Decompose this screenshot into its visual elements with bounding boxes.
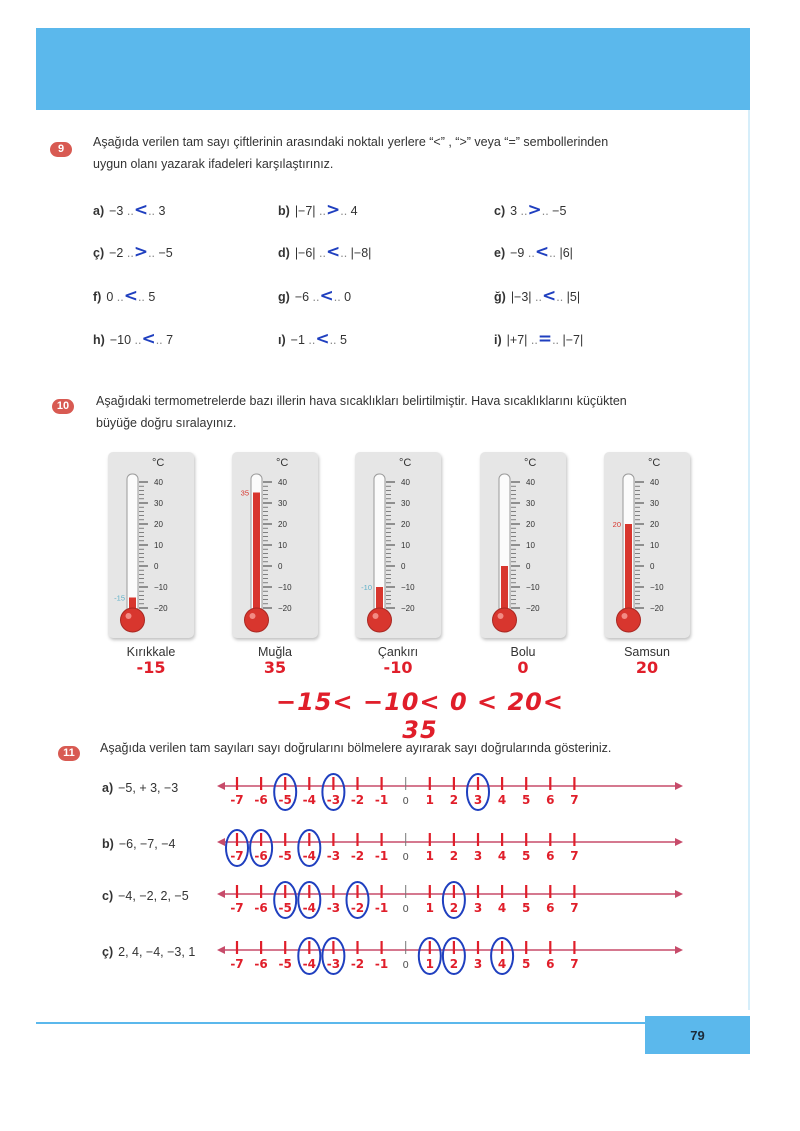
q9-item-label: e): [494, 246, 506, 260]
q9-dots: ..: [549, 246, 560, 260]
number-line-tick-label: -5: [278, 901, 292, 915]
q9-right-value: |−7|: [562, 333, 584, 347]
number-line: [215, 933, 685, 979]
number-line-tick-label: 7: [570, 849, 579, 863]
scale-label: −20: [154, 604, 168, 613]
scale-label: −10: [278, 583, 292, 592]
number-line-tick-label: -5: [278, 793, 292, 807]
q9-item: [93, 286, 155, 306]
temperature-marker: 20: [612, 520, 621, 529]
q9-item: [278, 242, 371, 262]
scale-label: 20: [526, 520, 535, 529]
number-line-tick-label: 6: [546, 957, 555, 971]
unit-label: °C: [524, 457, 537, 469]
thermometer-bulb: [245, 608, 269, 632]
unit-label: °C: [399, 457, 412, 469]
number-line-tick-label: 4: [497, 793, 507, 807]
thermometer-graphic: [108, 452, 194, 638]
scale-label: −10: [526, 583, 540, 592]
number-line-arrow: [675, 782, 683, 790]
thermometer-graphic: [355, 452, 441, 638]
q9-dots: ..: [315, 246, 326, 260]
handwritten-temperature: 35: [263, 658, 287, 677]
number-line-tick-label: -1: [374, 849, 389, 863]
thermometer: [480, 452, 566, 638]
city-name: Samsun: [624, 645, 670, 659]
thermometer-graphic: [604, 452, 690, 638]
city-name: Kırıkkale: [126, 645, 176, 659]
q9-item: [93, 200, 165, 220]
q9-item-label: h): [93, 333, 105, 347]
number-line-tick-label: -1: [374, 957, 389, 971]
handwritten-order-answer: −15< −10< 0 < 20< 35: [276, 688, 564, 744]
number-line-tick-label: 2: [449, 849, 459, 863]
q9-item-label: ğ): [494, 290, 506, 304]
thermometer: [108, 452, 194, 638]
q9-left-value: −9: [510, 246, 525, 260]
number-line-tick-label: -3: [326, 849, 341, 863]
q9-left-value: −1: [290, 333, 305, 347]
question-10-prompt-line-1: Aşağıdaki termometrelerde bazı illerin hava sıcaklıkları belirtilmiştir. Hava sıcaklıklarını küçükten: [96, 394, 627, 408]
scale-label: −10: [650, 583, 664, 592]
q9-dots: ..: [123, 246, 134, 260]
q9-item-label: g): [278, 290, 290, 304]
thermometer-tube: [127, 474, 138, 614]
q11-row-prompt: [102, 889, 189, 903]
scale-label: −10: [401, 583, 415, 592]
number-line-tick-label: 4: [497, 901, 507, 915]
bulb-highlight: [373, 613, 379, 619]
scale-label: 30: [401, 499, 410, 508]
q9-dots: ..: [340, 204, 351, 218]
number-line: [215, 825, 685, 871]
number-line: [215, 769, 685, 815]
q9-right-value: |5|: [566, 290, 581, 304]
number-line-tick-label: 1: [425, 901, 434, 915]
number-line-tick-label: 6: [546, 849, 555, 863]
q9-dots: ..: [304, 333, 316, 347]
number-line-arrow: [217, 782, 225, 790]
scale-label: 20: [278, 520, 287, 529]
scale-label: 40: [154, 478, 163, 487]
handwritten-temperature: 0: [517, 658, 529, 677]
scale-label: 0: [278, 562, 283, 571]
q9-dots: ..: [556, 290, 567, 304]
q9-dots: ..: [315, 204, 326, 218]
q9-item: [494, 200, 566, 220]
number-line-tick-label: -4: [302, 901, 316, 915]
number-line-tick-label: 2: [449, 957, 459, 971]
scale-label: 30: [526, 499, 535, 508]
number-line: [215, 877, 685, 923]
number-line-tick-label: 7: [570, 793, 579, 807]
q9-handwritten-answer: >: [133, 242, 149, 262]
q11-row-numbers: 2, 4, −4, −3, 1: [118, 945, 196, 959]
q9-item: [278, 286, 351, 306]
q9-dots: ..: [552, 333, 563, 347]
q11-row-label: a): [102, 781, 114, 795]
question-11-number: 11: [58, 746, 80, 761]
q9-item-label: f): [93, 290, 102, 304]
page-edge-rule: [748, 110, 750, 1010]
q9-left-value: −3: [109, 204, 124, 218]
question-10-prompt-line-2: büyüğe doğru sıralayınız.: [96, 416, 237, 430]
q9-item-label: i): [494, 333, 502, 347]
q9-handwritten-answer: <: [141, 329, 156, 349]
q9-dots: ..: [148, 246, 159, 260]
number-line-tick-label: -2: [350, 849, 365, 863]
scale-label: 20: [650, 520, 659, 529]
q9-dots: ..: [113, 290, 124, 304]
thermometer-bulb: [493, 608, 517, 632]
q9-right-value: 7: [166, 333, 174, 347]
number-line-tick-label: 7: [570, 901, 579, 915]
number-line-arrow: [675, 946, 683, 954]
number-line-tick-label: -1: [374, 901, 389, 915]
scale-label: −20: [401, 604, 415, 613]
scale-label: 10: [401, 541, 410, 550]
q9-handwritten-answer: <: [325, 242, 341, 262]
q9-dots: ..: [541, 204, 553, 218]
number-line-tick-label: -6: [254, 901, 268, 915]
number-line-tick-label: 3: [473, 957, 483, 971]
scale-label: 0: [401, 562, 406, 571]
number-line-tick-label: 2: [449, 901, 459, 915]
q9-item-label: b): [278, 204, 290, 218]
q11-row-numbers: −4, −2, 2, −5: [118, 889, 189, 903]
number-line-tick-label: -6: [254, 957, 268, 971]
q9-right-value: |−8|: [350, 246, 372, 260]
q9-handwritten-answer: >: [527, 200, 542, 220]
number-line-arrow: [675, 838, 683, 846]
number-line-tick-label: 7: [570, 957, 579, 971]
question-11-prompt: Aşağıda verilen tam sayıları sayı doğrularını bölmelere ayırarak sayı doğrularında gösteriniz.: [100, 741, 612, 755]
number-line-tick-label: -3: [326, 793, 341, 807]
number-line-tick-label: -4: [302, 849, 316, 863]
number-line-tick-label: 0: [402, 796, 409, 807]
q9-left-value: |+7|: [506, 333, 528, 347]
number-line-tick-label: 5: [522, 793, 531, 807]
number-line-arrow: [675, 890, 683, 898]
question-10-prompt: [96, 390, 696, 434]
q9-dots: ..: [329, 333, 340, 347]
q11-row-prompt: [102, 945, 195, 959]
number-line-tick-label: -3: [326, 957, 341, 971]
bulb-highlight: [622, 613, 628, 619]
page-number: 79: [645, 1016, 750, 1054]
q9-item-label: ç): [93, 246, 105, 260]
q9-handwritten-answer: <: [541, 286, 557, 306]
question-10-number: 10: [52, 399, 74, 414]
number-line-tick-label: -1: [374, 793, 389, 807]
q9-dots: ..: [527, 333, 538, 347]
thermometer-graphic: [232, 452, 318, 638]
q9-left-value: 3: [510, 204, 518, 218]
q9-dots: ..: [333, 290, 345, 304]
handwritten-temperature: 20: [635, 658, 659, 677]
number-line-tick-label: 3: [473, 849, 483, 863]
scale-label: 10: [650, 541, 659, 550]
number-line-tick-label: 2: [449, 793, 459, 807]
q9-handwritten-answer: <: [133, 200, 149, 220]
q11-row-numbers: −5, + 3, −3: [118, 781, 179, 795]
number-line-tick-label: 1: [425, 793, 434, 807]
number-line-arrow: [217, 946, 225, 954]
q9-handwritten-answer: <: [315, 329, 330, 349]
q9-dots: ..: [123, 204, 134, 218]
number-line-tick-label: -6: [254, 793, 268, 807]
scale-label: 30: [650, 499, 659, 508]
bulb-highlight: [250, 613, 256, 619]
number-line-tick-label: -3: [326, 901, 341, 915]
q11-row-prompt: [102, 781, 178, 795]
q9-right-value: |6|: [559, 246, 573, 260]
bulb-highlight: [126, 613, 132, 619]
number-line-tick-label: 0: [402, 960, 409, 971]
scale-label: −10: [154, 583, 168, 592]
q9-item: [494, 329, 583, 349]
q9-item: [494, 286, 580, 306]
scale-label: 30: [154, 499, 163, 508]
q9-dots: ..: [309, 290, 320, 304]
number-line-tick-label: 1: [425, 957, 434, 971]
unit-label: °C: [152, 457, 165, 469]
scale-label: 40: [401, 478, 410, 487]
q9-item: [93, 242, 173, 262]
bulb-highlight: [498, 613, 504, 619]
thermometer-bulb: [368, 608, 392, 632]
q9-left-value: −2: [109, 246, 124, 260]
number-line-tick-label: 4: [497, 957, 507, 971]
scale-label: 40: [278, 478, 287, 487]
scale-label: 0: [650, 562, 655, 571]
handwritten-temperature: -15: [136, 658, 166, 677]
q9-dots: ..: [517, 204, 528, 218]
q9-right-value: 5: [340, 333, 347, 347]
number-line-tick-label: 3: [473, 793, 483, 807]
q9-item-label: ı): [278, 333, 286, 347]
question-9-prompt-line-1: Aşağıda verilen tam sayı çiftlerinin arasındaki noktalı yerlere “<” , “>” veya “=” sembollerinden: [93, 135, 609, 149]
number-line-tick-label: -6: [254, 849, 268, 863]
q9-dots: ..: [531, 290, 542, 304]
temperature-marker: -15: [114, 593, 125, 603]
q9-left-value: 0: [106, 290, 114, 304]
scale-label: −20: [650, 604, 664, 613]
number-line-tick-label: 3: [473, 901, 483, 915]
city-name: Bolu: [510, 645, 536, 659]
header-band: [36, 28, 750, 110]
number-line-tick-label: -5: [278, 849, 292, 863]
unit-label: °C: [648, 457, 661, 469]
q9-item-label: d): [278, 246, 290, 260]
temperature-marker: -10: [361, 583, 372, 592]
q9-right-value: −5: [552, 204, 567, 218]
number-line-tick-label: 6: [546, 901, 555, 915]
scale-label: −20: [278, 604, 292, 613]
number-line-tick-label: 0: [402, 852, 409, 863]
q11-row-prompt: [102, 837, 175, 851]
q9-dots: ..: [148, 204, 159, 218]
q9-item: [93, 329, 173, 349]
number-line-tick-label: 6: [546, 793, 555, 807]
number-line-tick-label: -7: [230, 957, 244, 971]
scale-label: 10: [278, 541, 287, 550]
q9-item-label: a): [93, 204, 105, 218]
unit-label: °C: [276, 457, 289, 469]
number-line-tick-label: -4: [302, 793, 316, 807]
q9-dots: ..: [155, 333, 167, 347]
q9-handwritten-answer: =: [537, 329, 553, 349]
q9-handwritten-answer: >: [325, 200, 341, 220]
number-line-tick-label: 5: [522, 849, 531, 863]
scale-label: 40: [526, 478, 535, 487]
question-9-prompt-line-2: uygun olanı yazarak ifadeleri karşılaştırınız.: [93, 157, 334, 171]
number-line-tick-label: 0: [402, 904, 409, 915]
q9-left-value: −10: [109, 333, 132, 347]
number-line-tick-label: 5: [522, 901, 531, 915]
thermometer: [604, 452, 690, 638]
thermometer: [232, 452, 318, 638]
number-line-arrow: [217, 890, 225, 898]
q9-right-value: 5: [148, 290, 156, 304]
question-9-prompt: [93, 131, 693, 175]
q9-right-value: 4: [350, 204, 358, 218]
thermometer-bulb: [617, 608, 641, 632]
number-line-tick-label: -7: [230, 849, 244, 863]
number-line-tick-label: 5: [522, 957, 531, 971]
q9-item: [278, 200, 358, 220]
q9-item: [278, 329, 347, 349]
number-line-tick-label: -2: [350, 793, 365, 807]
q9-dots: ..: [524, 246, 535, 260]
scale-label: 20: [401, 520, 410, 529]
number-line-tick-label: -7: [230, 901, 244, 915]
scale-label: 0: [154, 562, 159, 571]
q9-dots: ..: [137, 290, 149, 304]
thermometer-bulb: [121, 608, 145, 632]
number-line-tick-label: -4: [302, 957, 316, 971]
q11-row-numbers: −6, −7, −4: [118, 837, 176, 851]
q11-row-label: c): [102, 889, 114, 903]
thermometer-graphic: [480, 452, 566, 638]
question-9-number: 9: [50, 142, 72, 157]
q9-item: [494, 242, 573, 262]
q11-row-label: ç): [102, 945, 114, 959]
q9-left-value: |−3|: [510, 290, 532, 304]
scale-label: 30: [278, 499, 287, 508]
number-line-tick-label: -7: [230, 793, 244, 807]
thermometer: [355, 452, 441, 638]
number-line-tick-label: -5: [278, 957, 292, 971]
scale-label: 10: [526, 541, 535, 550]
temperature-marker: 35: [240, 488, 249, 498]
q9-right-value: −5: [158, 246, 173, 260]
scale-label: 40: [650, 478, 659, 487]
scale-label: 20: [154, 520, 163, 529]
q9-item-label: c): [494, 204, 506, 218]
mercury-column: [253, 493, 260, 621]
number-line-tick-label: 4: [497, 849, 507, 863]
number-line-tick-label: 1: [425, 849, 434, 863]
q9-handwritten-answer: <: [534, 242, 550, 262]
city-name: Muğla: [257, 645, 293, 659]
footer-rule: [36, 1022, 646, 1024]
scale-label: 10: [154, 541, 163, 550]
q9-left-value: −6: [294, 290, 310, 304]
q9-dots: ..: [131, 333, 142, 347]
number-line-tick-label: -2: [350, 901, 365, 915]
number-line-tick-label: -2: [350, 957, 365, 971]
q9-handwritten-answer: <: [123, 286, 138, 306]
q9-right-value: 3: [158, 204, 166, 218]
q9-handwritten-answer: <: [319, 286, 334, 306]
handwritten-temperature: -10: [383, 658, 413, 677]
q9-dots: ..: [340, 246, 351, 260]
q9-left-value: |−7|: [294, 204, 316, 218]
q9-right-value: 0: [344, 290, 352, 304]
city-name: Çankırı: [377, 645, 419, 659]
scale-label: −20: [526, 604, 540, 613]
number-line-arrow: [217, 838, 225, 846]
q11-row-label: b): [102, 837, 114, 851]
mercury-column: [625, 524, 632, 620]
q9-left-value: |−6|: [294, 246, 316, 260]
scale-label: 0: [526, 562, 531, 571]
